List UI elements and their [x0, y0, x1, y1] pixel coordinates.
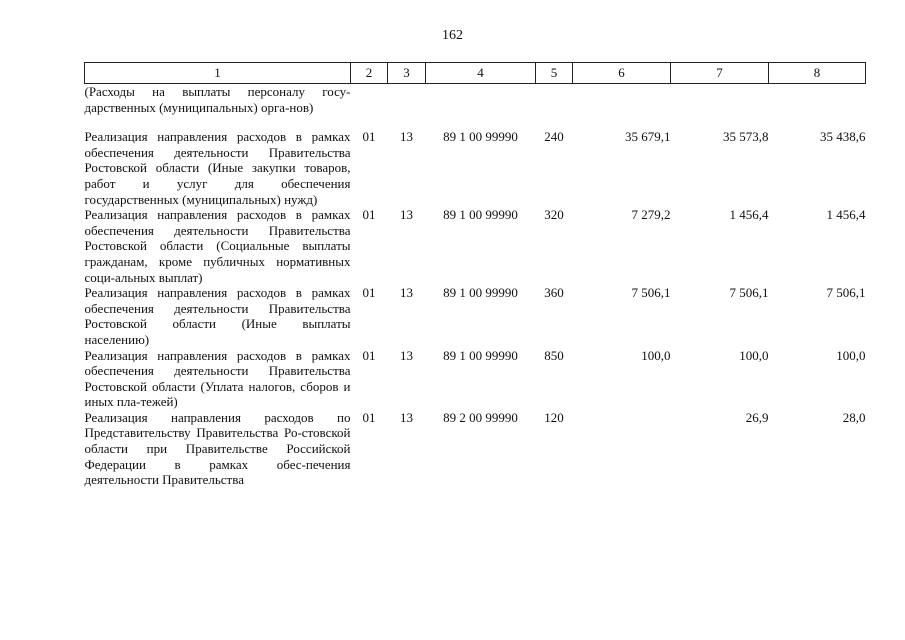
table-row: [85, 348, 866, 410]
row-target-article: 89 1 00 99990: [443, 129, 518, 145]
row-subsection: 13: [400, 285, 413, 301]
row-section: 01: [362, 129, 376, 145]
row-subsection: 13: [400, 409, 413, 425]
table-row: [85, 410, 866, 488]
row-amount-1: [573, 410, 671, 488]
row-target-article: 89 1 00 99990: [443, 207, 518, 223]
header-col-4: 4: [426, 63, 536, 84]
row-subsection: [388, 84, 426, 130]
header-col-3: 3: [388, 63, 426, 84]
header-col-5: 5: [536, 63, 573, 84]
row-expense-type: 240: [544, 129, 564, 145]
row-amount-3: 1 456,4: [826, 207, 866, 223]
row-subsection: 13: [400, 347, 413, 363]
header-col-1: 1: [85, 63, 351, 84]
row-section: 01: [362, 347, 376, 363]
row-expense-type: 120: [544, 409, 564, 425]
row-amount-3: 100,0: [836, 347, 866, 363]
table-row: [85, 285, 866, 347]
header-col-8: 8: [769, 63, 866, 84]
row-description: Реализация направления расходов в рамках обеспечения деятельности Правительства Ростовской области (Иные выплаты населению): [84, 285, 351, 347]
row-amount-2: 100,0: [739, 347, 769, 363]
budget-table: [84, 62, 866, 488]
row-amount-1: 35 679,1: [625, 129, 671, 145]
row-subsection: 13: [400, 129, 413, 145]
header-col-2: 2: [351, 63, 388, 84]
row-section: 01: [362, 285, 376, 301]
header-row: [85, 63, 866, 84]
row-expense-type: 360: [544, 285, 564, 301]
header-col-7: 7: [671, 63, 769, 84]
row-amount-3: 35 438,6: [820, 129, 866, 145]
row-section: 01: [362, 409, 376, 425]
row-description: Реализация направления расходов в рамках обеспечения деятельности Правительства Ростовской области (Иные закупки товаров, работ и услуг для обеспечения государственных (муниципальных) нужд): [84, 129, 351, 207]
row-expense-type: 850: [544, 347, 564, 363]
row-subsection: 13: [400, 207, 413, 223]
page-number: 162: [442, 28, 463, 43]
row-description: Реализация направления расходов по Представительству Правительства Ро-стовской области при Правительстве Российской Федерации в рамках обес-печения деятельности Правительства: [84, 409, 351, 488]
row-expense-type: [536, 84, 573, 130]
row-amount-2: 26,9: [745, 409, 769, 425]
row-amount-2: 7 506,1: [729, 285, 769, 301]
row-amount-3: 7 506,1: [826, 285, 866, 301]
row-amount-1: 100,0: [641, 347, 671, 363]
row-target-article: 89 2 00 99990: [443, 409, 518, 425]
table-row: [85, 84, 866, 130]
row-description: (Расходы на выплаты персоналу госу-дарственных (муниципальных) орга-нов): [84, 84, 351, 115]
row-target-article: [426, 84, 536, 130]
row-amount-1: 7 506,1: [631, 285, 671, 301]
row-amount-2: 1 456,4: [729, 207, 769, 223]
row-expense-type: 320: [544, 207, 564, 223]
row-amount-2: [671, 84, 769, 130]
row-description: Реализация направления расходов в рамках обеспечения деятельности Правительства Ростовской области (Социальные выплаты гражданам, кроме публичных нормативных соци-альных выплат): [84, 207, 351, 285]
header-col-6: 6: [573, 63, 671, 84]
row-amount-2: 35 573,8: [723, 129, 769, 145]
row-target-article: 89 1 00 99990: [443, 347, 518, 363]
row-amount-1: [573, 84, 671, 130]
row-section: [351, 84, 388, 130]
row-section: 01: [362, 207, 376, 223]
row-target-article: 89 1 00 99990: [443, 285, 518, 301]
row-amount-3: [769, 84, 866, 130]
table-row: [85, 207, 866, 285]
row-description: Реализация направления расходов в рамках обеспечения деятельности Правительства Ростовской области (Уплата налогов, сборов и иных пла-тежей): [84, 347, 351, 410]
row-amount-3: 28,0: [842, 409, 866, 425]
table-row: [85, 129, 866, 207]
row-amount-1: 7 279,2: [631, 207, 671, 223]
